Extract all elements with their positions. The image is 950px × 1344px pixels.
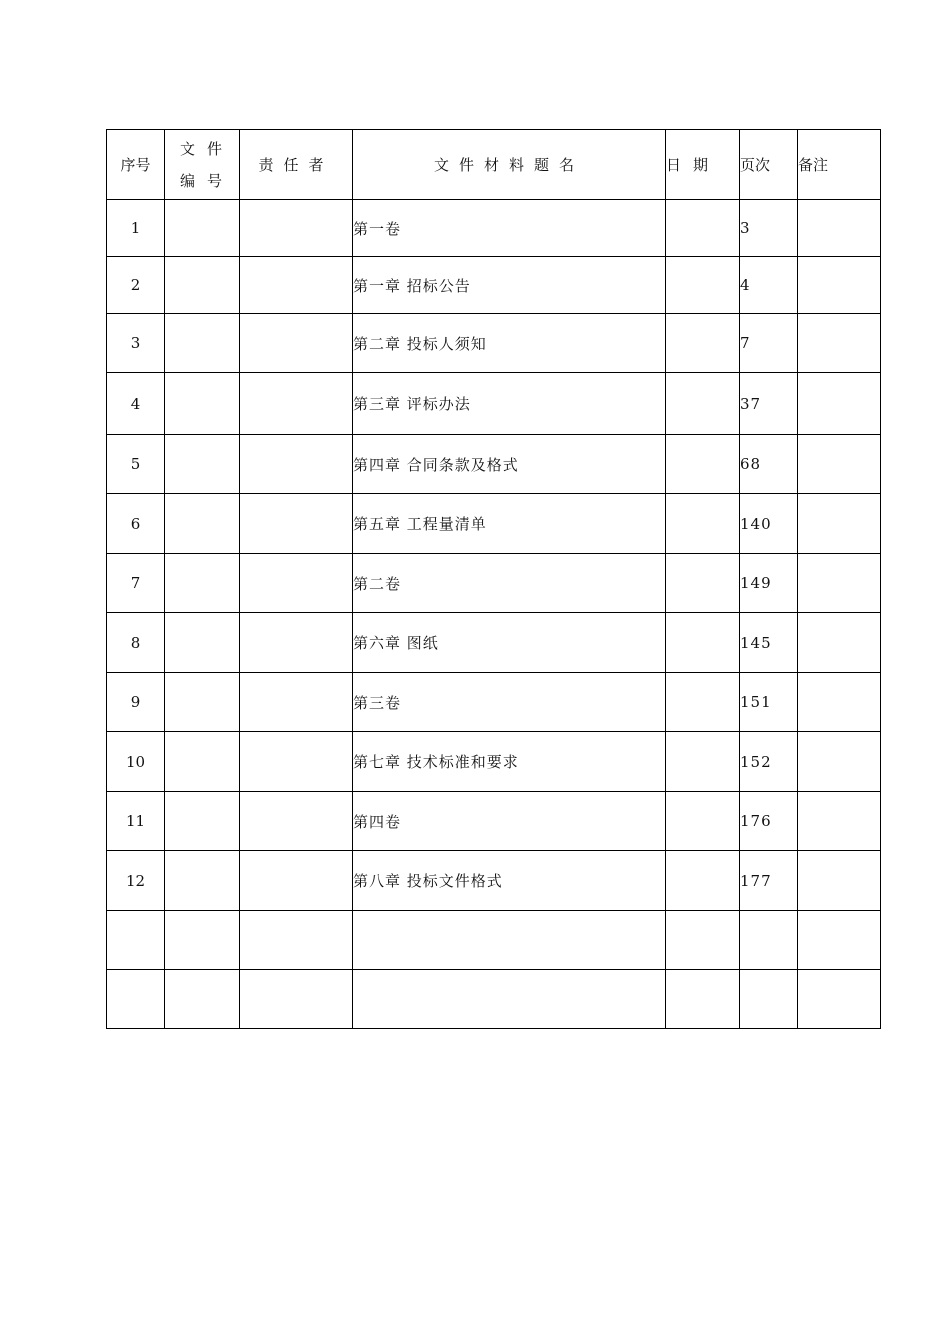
row-title: 第四章 合同条款及格式 (353, 435, 666, 494)
row-page: 176 (740, 792, 798, 851)
table-row (107, 673, 881, 732)
row-responsible (240, 494, 353, 554)
table-row (107, 911, 881, 970)
row-num (107, 911, 165, 970)
row-num: 5 (107, 435, 165, 494)
row-notes (798, 673, 881, 732)
row-notes (798, 851, 881, 911)
row-code (165, 792, 240, 851)
row-notes (798, 373, 881, 435)
header-code (165, 130, 240, 200)
row-date (666, 792, 740, 851)
table-row (107, 554, 881, 613)
row-code (165, 257, 240, 314)
catalog-table (106, 129, 881, 1029)
row-responsible (240, 673, 353, 732)
row-page: 151 (740, 673, 798, 732)
row-code (165, 911, 240, 970)
row-date (666, 673, 740, 732)
row-responsible (240, 792, 353, 851)
header-code-line1: 文件 (179, 139, 234, 158)
row-responsible (240, 732, 353, 792)
row-page: 68 (740, 435, 798, 494)
row-date (666, 200, 740, 257)
row-code (165, 494, 240, 554)
row-code (165, 373, 240, 435)
row-title: 第六章 图纸 (353, 613, 666, 673)
row-responsible (240, 851, 353, 911)
row-page: 145 (740, 613, 798, 673)
row-code (165, 851, 240, 911)
header-date: 日期 (666, 130, 740, 200)
row-page: 7 (740, 314, 798, 373)
row-num: 11 (107, 792, 165, 851)
row-code (165, 200, 240, 257)
row-title: 第四卷 (353, 792, 666, 851)
row-page: 149 (740, 554, 798, 613)
row-responsible (240, 200, 353, 257)
table-row (107, 792, 881, 851)
row-num (107, 970, 165, 1029)
row-date (666, 911, 740, 970)
row-date (666, 613, 740, 673)
table-row (107, 314, 881, 373)
row-responsible (240, 911, 353, 970)
row-responsible (240, 373, 353, 435)
table-row (107, 494, 881, 554)
row-page: 4 (740, 257, 798, 314)
row-num: 2 (107, 257, 165, 314)
row-date (666, 494, 740, 554)
header-title: 文件材料题名 (353, 130, 666, 200)
row-date (666, 732, 740, 792)
row-date (666, 970, 740, 1029)
row-title: 第三卷 (353, 673, 666, 732)
table-row (107, 435, 881, 494)
row-num: 1 (107, 200, 165, 257)
row-notes (798, 435, 881, 494)
row-page: 152 (740, 732, 798, 792)
row-code (165, 613, 240, 673)
row-page: 3 (740, 200, 798, 257)
row-title (353, 970, 666, 1029)
row-num: 9 (107, 673, 165, 732)
table-row (107, 970, 881, 1029)
row-page: 37 (740, 373, 798, 435)
row-title: 第二卷 (353, 554, 666, 613)
row-responsible (240, 613, 353, 673)
row-date (666, 373, 740, 435)
row-page (740, 970, 798, 1029)
table-row (107, 257, 881, 314)
header-responsible: 责任者 (240, 130, 353, 200)
row-title (353, 911, 666, 970)
row-page: 140 (740, 494, 798, 554)
row-notes (798, 200, 881, 257)
table-row (107, 613, 881, 673)
row-num: 12 (107, 851, 165, 911)
row-code (165, 673, 240, 732)
header-code-line2: 编号 (179, 171, 234, 190)
row-title: 第五章 工程量清单 (353, 494, 666, 554)
row-notes (798, 970, 881, 1029)
row-date (666, 257, 740, 314)
header-row (107, 130, 881, 200)
header-pages: 页次 (740, 130, 798, 200)
row-title: 第八章 投标文件格式 (353, 851, 666, 911)
row-code (165, 435, 240, 494)
row-code (165, 970, 240, 1029)
row-date (666, 435, 740, 494)
row-num: 7 (107, 554, 165, 613)
row-responsible (240, 314, 353, 373)
row-title: 第七章 技术标准和要求 (353, 732, 666, 792)
table-row (107, 200, 881, 257)
row-responsible (240, 554, 353, 613)
table-row (107, 732, 881, 792)
row-title: 第二章 投标人须知 (353, 314, 666, 373)
row-notes (798, 792, 881, 851)
row-date (666, 314, 740, 373)
row-notes (798, 554, 881, 613)
row-code (165, 314, 240, 373)
row-notes (798, 494, 881, 554)
row-notes (798, 911, 881, 970)
row-num: 6 (107, 494, 165, 554)
row-date (666, 851, 740, 911)
row-code (165, 554, 240, 613)
row-notes (798, 257, 881, 314)
row-responsible (240, 257, 353, 314)
row-num: 8 (107, 613, 165, 673)
row-num: 10 (107, 732, 165, 792)
row-date (666, 554, 740, 613)
row-page: 177 (740, 851, 798, 911)
row-title: 第一章 招标公告 (353, 257, 666, 314)
row-num: 3 (107, 314, 165, 373)
row-notes (798, 732, 881, 792)
row-responsible (240, 435, 353, 494)
row-page (740, 911, 798, 970)
row-notes (798, 613, 881, 673)
row-title: 第一卷 (353, 200, 666, 257)
row-title: 第三章 评标办法 (353, 373, 666, 435)
row-responsible (240, 970, 353, 1029)
table-body (107, 200, 881, 1029)
row-code (165, 732, 240, 792)
table-row (107, 851, 881, 911)
header-notes: 备注 (798, 130, 881, 200)
row-num: 4 (107, 373, 165, 435)
header-num: 序号 (107, 130, 165, 200)
row-notes (798, 314, 881, 373)
table-row (107, 373, 881, 435)
